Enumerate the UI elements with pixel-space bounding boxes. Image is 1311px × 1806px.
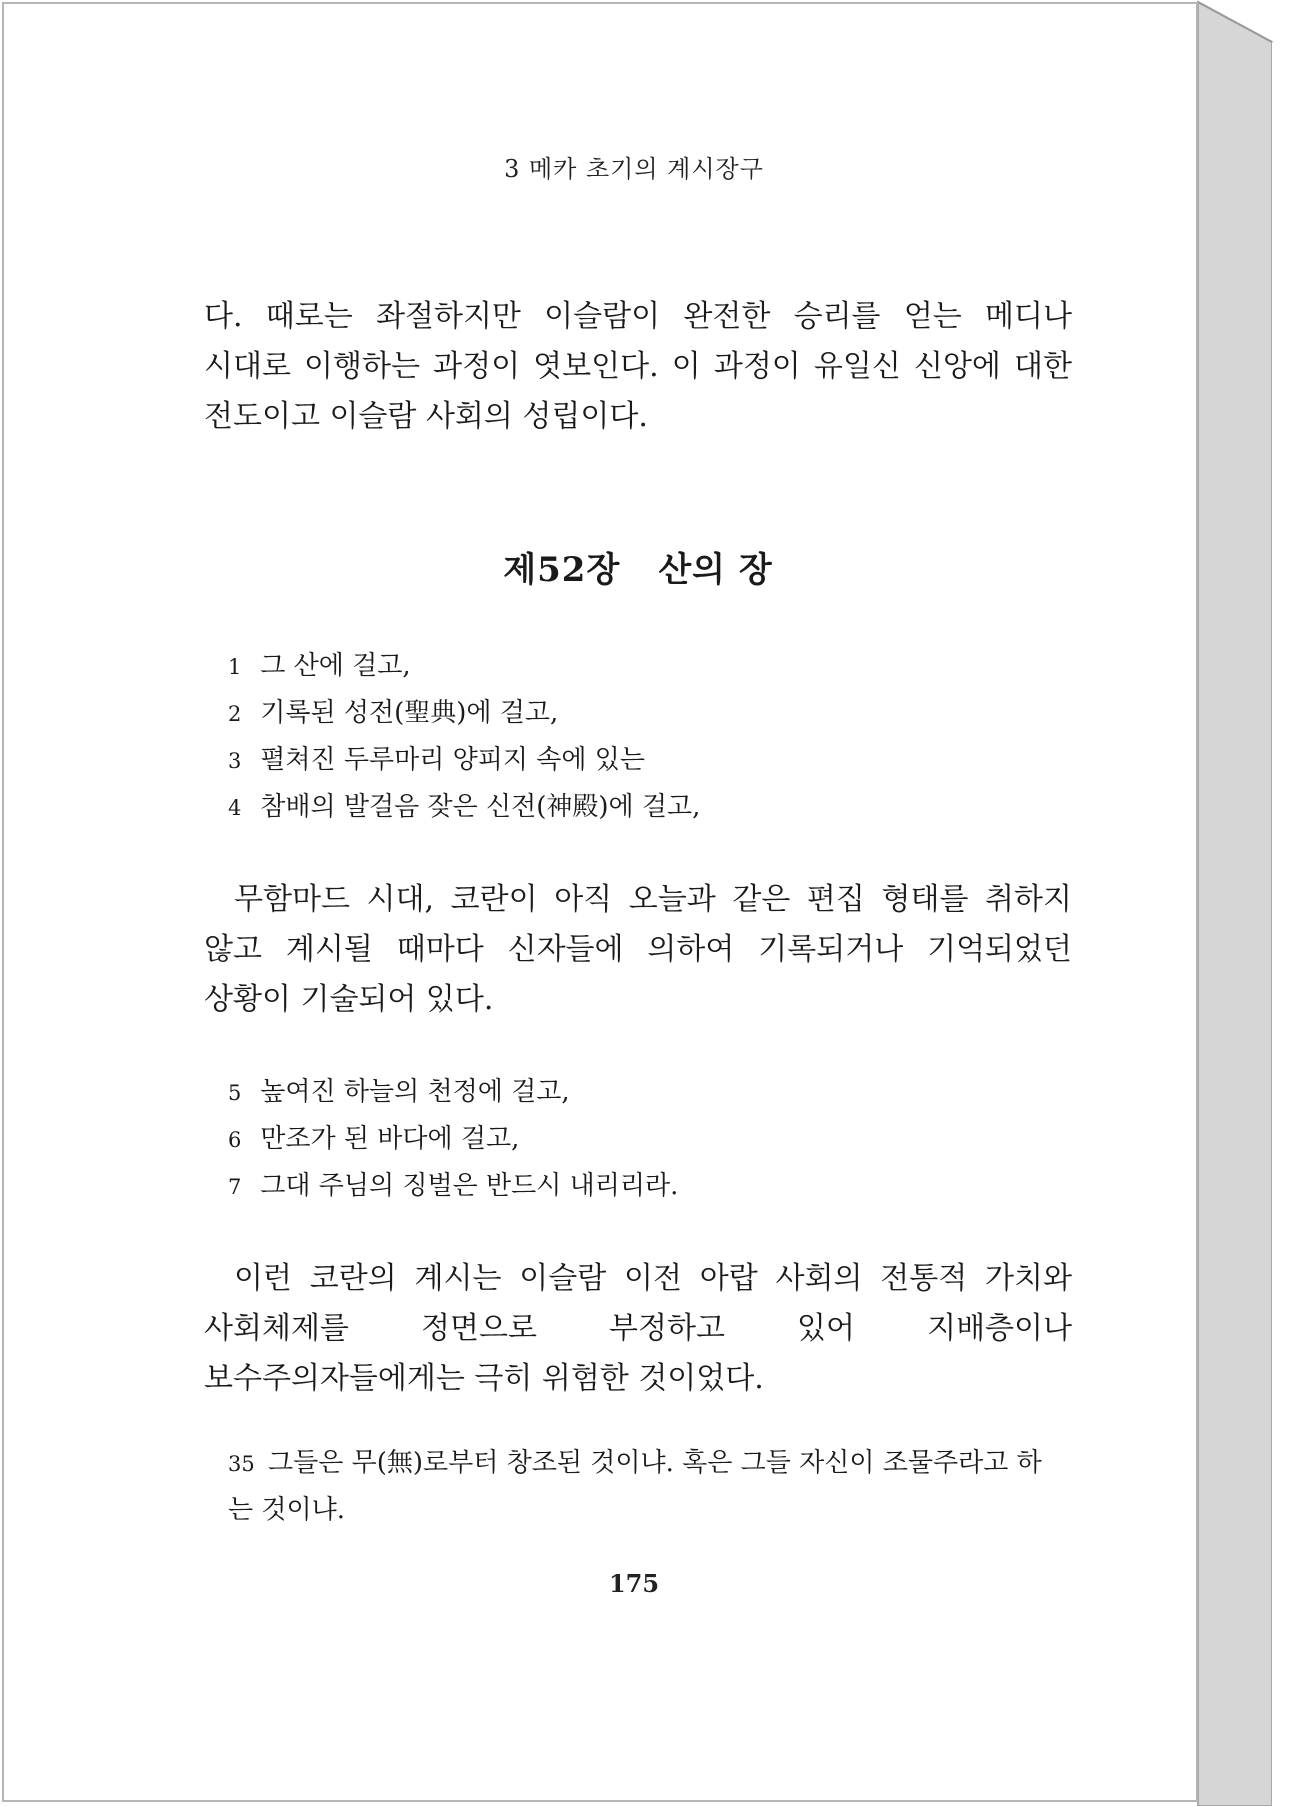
verse <box>228 643 1072 690</box>
verse-text: 그 산에 걸고, <box>260 651 411 681</box>
verse <box>228 690 1072 737</box>
verse <box>228 1069 1072 1116</box>
verse-number: 2 <box>228 702 242 726</box>
verse-list-1 <box>228 643 1072 831</box>
verse <box>228 1163 1072 1210</box>
verse-number: 1 <box>228 655 242 679</box>
verse-number: 3 <box>228 749 242 773</box>
verse-text: 그들은 무(無)로부터 창조된 것이냐. 혹은 그들 자신이 조물주라고 하는 것이냐. <box>228 1448 1042 1525</box>
chapter-number: 제52장 <box>503 550 621 590</box>
verse-list-2 <box>228 1069 1072 1210</box>
verse-number: 4 <box>228 796 242 820</box>
chapter-name: 산의 장 <box>658 550 773 590</box>
verse-number: 35 <box>228 1452 255 1476</box>
verse-number: 7 <box>228 1175 242 1199</box>
chapter-title <box>204 542 1072 591</box>
verse-text: 높여진 하늘의 천정에 걸고, <box>260 1077 570 1107</box>
page-number: 175 <box>608 1569 660 1598</box>
intro-paragraph: 다. 때로는 좌절하지만 이슬람이 완전한 승리를 얻는 메디나 시대로 이행하는 과정이 엿보인다. 이 과정이 유일신 신앙에 대한 전도이고 이슬람 사회의 성립이다. <box>204 299 1072 434</box>
book-page <box>2 2 1198 1802</box>
verse-text: 그대 주님의 징벌은 반드시 내리리라. <box>260 1171 679 1201</box>
verse-text: 펼쳐진 두루마리 양피지 속에 있는 <box>260 745 645 775</box>
verse-text: 기록된 성전(聖典)에 걸고, <box>260 698 559 728</box>
verse <box>228 784 1072 831</box>
commentary-paragraph-1: 무함마드 시대, 코란이 아직 오늘과 같은 편집 형태를 취하지 않고 계시될 때마다 신자들에 의하여 기록되거나 기억되었던 상황이 기술되어 있다. <box>204 882 1072 1017</box>
verse-text: 참배의 발걸음 잦은 신전(神殿)에 걸고, <box>260 792 701 822</box>
verse-35 <box>228 1440 1072 1533</box>
verse <box>228 1116 1072 1163</box>
verse-text: 만조가 된 바다에 걸고, <box>260 1124 520 1154</box>
page-content <box>204 292 1072 1533</box>
commentary-paragraph-2: 이런 코란의 계시는 이슬람 이전 아랍 사회의 전통적 가치와 사회체제를 정면으로 부정하고 있어 지배층이나 보수주의자들에게는 극히 위험한 것이었다. <box>204 1261 1072 1396</box>
verse-number: 5 <box>228 1081 242 1105</box>
verse-number: 6 <box>228 1128 242 1152</box>
running-header: 3 메카 초기의 계시장구 <box>504 155 764 183</box>
verse <box>228 737 1072 784</box>
